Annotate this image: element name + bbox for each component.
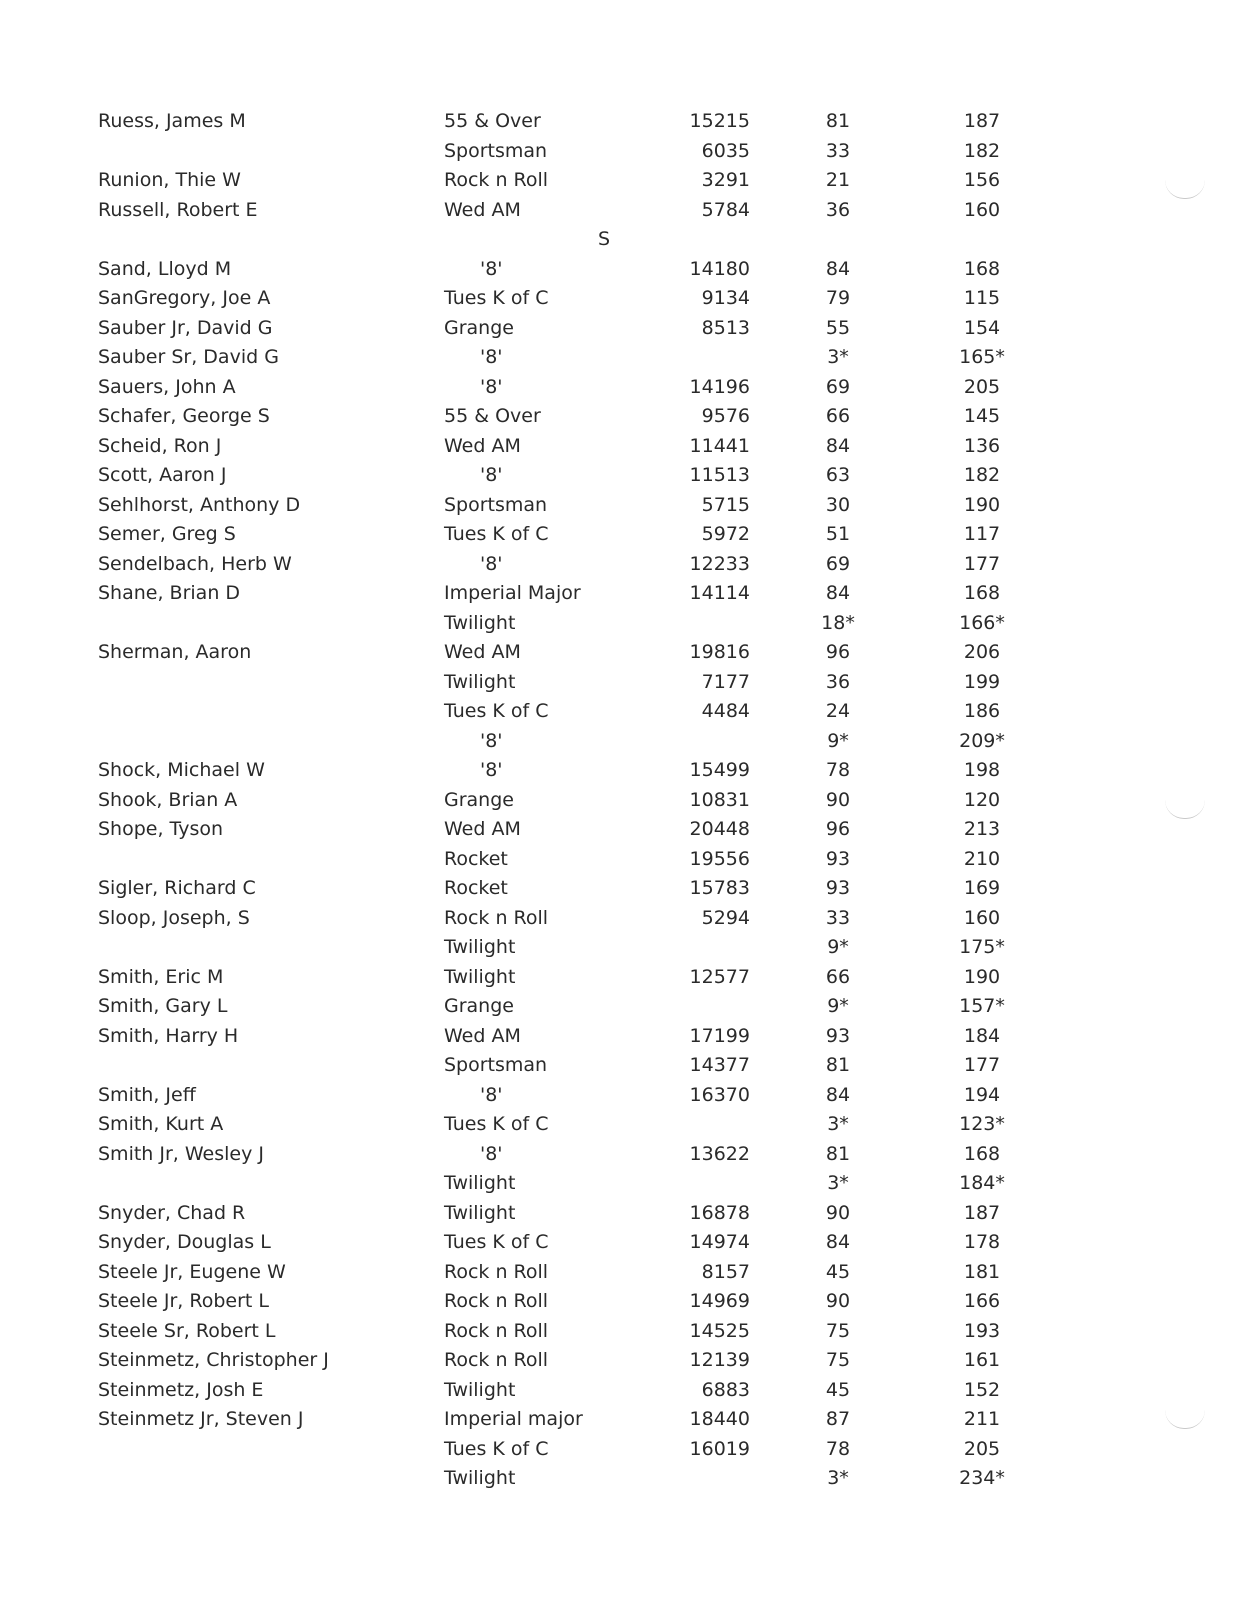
league-name: '8'	[480, 257, 503, 280]
average: 160	[963, 198, 1001, 221]
total-pins: 11513	[689, 464, 750, 486]
total-pins: 14196	[689, 375, 750, 398]
total-pins: 5972	[701, 523, 750, 545]
total-pins: 5784	[701, 198, 750, 221]
table-row	[0, 314, 1245, 344]
games-count: 36	[825, 198, 851, 221]
games-count: 3*	[827, 1172, 849, 1194]
bowler-name: Smith, Eric M	[98, 965, 224, 988]
league-name: Wed AM	[444, 198, 521, 221]
total-pins: 15215	[689, 110, 750, 132]
average: 175*	[959, 936, 1005, 958]
games-count: 93	[825, 1024, 851, 1047]
average: 145	[963, 405, 1001, 427]
games-count: 18*	[821, 611, 855, 634]
league-name: Wed AM	[444, 641, 521, 663]
games-count: 90	[825, 1290, 851, 1312]
bowler-name: Steele Jr, Eugene W	[98, 1260, 286, 1283]
bowler-name: Steinmetz, Josh E	[98, 1378, 264, 1401]
table-row	[0, 786, 1245, 816]
total-pins: 14525	[689, 1319, 750, 1342]
games-count: 81	[825, 110, 851, 132]
table-row	[0, 491, 1245, 521]
average: 165*	[959, 346, 1005, 368]
total-pins: 12233	[689, 552, 750, 575]
table-row	[0, 137, 1245, 167]
bowler-name: Sehlhorst, Anthony D	[98, 493, 301, 516]
average: 186	[963, 700, 1001, 722]
league-name: Imperial major	[444, 1408, 583, 1430]
games-count: 55	[825, 316, 851, 339]
average: 182	[963, 139, 1001, 162]
total-pins: 16370	[689, 1083, 750, 1106]
total-pins: 7177	[701, 670, 750, 693]
total-pins: 14114	[689, 582, 750, 604]
games-count: 78	[825, 1437, 851, 1460]
average: 182	[963, 464, 1001, 486]
league-name: '8'	[480, 464, 503, 486]
table-row	[0, 933, 1245, 963]
total-pins: 10831	[689, 788, 750, 811]
league-name: 55 & Over	[444, 405, 541, 427]
bowler-name: Sauers, John A	[98, 375, 236, 398]
table-row	[0, 432, 1245, 462]
league-name: Rock n Roll	[444, 1290, 549, 1312]
games-count: 45	[825, 1260, 851, 1283]
average: 194	[963, 1083, 1001, 1106]
average: 152	[963, 1378, 1001, 1401]
table-row	[0, 904, 1245, 934]
total-pins: 15783	[689, 877, 750, 899]
league-name: '8'	[480, 759, 503, 781]
league-name: Wed AM	[444, 1024, 521, 1047]
league-name: Rocket	[444, 877, 508, 899]
games-count: 69	[825, 375, 851, 398]
total-pins: 20448	[689, 818, 750, 840]
total-pins: 16878	[689, 1201, 750, 1224]
total-pins: 14974	[689, 1231, 750, 1253]
total-pins: 5294	[701, 906, 750, 929]
games-count: 3*	[827, 346, 849, 368]
average: 184	[963, 1024, 1001, 1047]
league-name: Rock n Roll	[444, 169, 549, 191]
average: 156	[963, 169, 1001, 191]
table-row	[0, 1258, 1245, 1288]
bowler-list	[0, 107, 1245, 1494]
games-count: 84	[825, 257, 851, 280]
average: 187	[963, 1201, 1001, 1224]
table-row	[0, 255, 1245, 285]
bowler-name: Shook, Brian A	[98, 788, 238, 811]
league-name: Tues K of C	[444, 700, 549, 722]
games-count: 66	[825, 965, 851, 988]
table-row	[0, 638, 1245, 668]
average: 169	[963, 877, 1001, 899]
table-row	[0, 1435, 1245, 1465]
bowler-name: Steele Jr, Robert L	[98, 1290, 269, 1312]
total-pins: 18440	[689, 1408, 750, 1430]
league-name: Twilight	[444, 611, 516, 634]
average: 177	[963, 552, 1001, 575]
bowler-name: Smith, Harry H	[98, 1024, 239, 1047]
average: 198	[963, 759, 1001, 781]
table-row	[0, 402, 1245, 432]
games-count: 90	[825, 788, 851, 811]
table-row	[0, 520, 1245, 550]
league-name: '8'	[480, 1142, 503, 1165]
bowler-name: Smith Jr, Wesley J	[98, 1142, 264, 1165]
league-name: Tues K of C	[444, 523, 549, 545]
total-pins: 4484	[701, 700, 750, 722]
average: 206	[963, 641, 1001, 663]
games-count: 81	[825, 1142, 851, 1165]
average: 184*	[959, 1172, 1005, 1194]
average: 136	[963, 434, 1001, 457]
league-name: Grange	[444, 788, 514, 811]
average: 177	[963, 1054, 1001, 1076]
games-count: 84	[825, 582, 851, 604]
average: 168	[963, 257, 1001, 280]
bowler-name: Smith, Gary L	[98, 995, 228, 1017]
league-name: 55 & Over	[444, 110, 541, 132]
games-count: 30	[825, 493, 851, 516]
average: 213	[963, 818, 1001, 840]
league-name: Rock n Roll	[444, 1319, 549, 1342]
average: 120	[963, 788, 1001, 811]
games-count: 96	[825, 818, 851, 840]
average: 211	[963, 1408, 1001, 1430]
league-name: '8'	[480, 375, 503, 398]
league-name: Sportsman	[444, 1054, 548, 1076]
bowler-name: Snyder, Chad R	[98, 1201, 246, 1224]
games-count: 33	[825, 906, 851, 929]
bowler-name: Sendelbach, Herb W	[98, 552, 292, 575]
average: 115	[963, 287, 1001, 309]
league-name: Grange	[444, 316, 514, 339]
average: 187	[963, 110, 1001, 132]
table-row	[0, 963, 1245, 993]
games-count: 9*	[827, 995, 849, 1017]
table-row	[0, 1346, 1245, 1376]
games-count: 93	[825, 877, 851, 899]
table-row	[0, 1317, 1245, 1347]
total-pins: 3291	[701, 169, 750, 191]
games-count: 75	[825, 1319, 851, 1342]
bowler-name: Scott, Aaron J	[98, 464, 227, 486]
bowler-name: Smith, Jeff	[98, 1083, 196, 1106]
bowler-name: Snyder, Douglas L	[98, 1231, 271, 1253]
average: 166	[963, 1290, 1001, 1312]
games-count: 84	[825, 1231, 851, 1253]
average: 199	[963, 670, 1001, 693]
league-name: Twilight	[444, 1201, 516, 1224]
section-letter: S	[598, 228, 611, 250]
total-pins: 8513	[701, 316, 750, 339]
average: 190	[963, 965, 1001, 988]
bowler-name: Steinmetz, Christopher J	[98, 1349, 329, 1371]
table-row	[0, 196, 1245, 226]
average: 190	[963, 493, 1001, 516]
table-row	[0, 1287, 1245, 1317]
table-row	[0, 992, 1245, 1022]
bowler-name: SanGregory, Joe A	[98, 287, 271, 309]
table-row	[0, 815, 1245, 845]
bowler-name: Russell, Robert E	[98, 198, 258, 221]
games-count: 81	[825, 1054, 851, 1076]
league-name: '8'	[480, 729, 503, 752]
games-count: 78	[825, 759, 851, 781]
total-pins: 19556	[689, 847, 750, 870]
average: 234*	[959, 1467, 1005, 1489]
bowler-name: Shane, Brian D	[98, 582, 241, 604]
bowler-name: Sauber Sr, David G	[98, 346, 279, 368]
average: 205	[963, 1437, 1001, 1460]
bowler-name: Sand, Lloyd M	[98, 257, 232, 280]
bowler-name: Schafer, George S	[98, 405, 270, 427]
games-count: 75	[825, 1349, 851, 1371]
league-name: Tues K of C	[444, 287, 549, 309]
bowler-name: Sauber Jr, David G	[98, 316, 273, 339]
league-name: Wed AM	[444, 434, 521, 457]
league-name: Rock n Roll	[444, 1260, 549, 1283]
total-pins: 6035	[701, 139, 750, 162]
league-name: Grange	[444, 995, 514, 1017]
league-name: Twilight	[444, 1467, 516, 1489]
bowler-name: Scheid, Ron J	[98, 434, 222, 457]
league-name: Twilight	[444, 670, 516, 693]
games-count: 66	[825, 405, 851, 427]
total-pins: 11441	[689, 434, 750, 457]
total-pins: 15499	[689, 759, 750, 781]
league-name: Tues K of C	[444, 1113, 549, 1135]
average: 181	[963, 1260, 1001, 1283]
bowler-name: Smith, Kurt A	[98, 1113, 224, 1135]
games-count: 79	[825, 287, 851, 309]
bowler-name: Shope, Tyson	[98, 818, 224, 840]
games-count: 93	[825, 847, 851, 870]
bowler-name: Sloop, Joseph, S	[98, 906, 250, 929]
league-name: Imperial Major	[444, 582, 581, 604]
total-pins: 9576	[701, 405, 750, 427]
table-row	[0, 1169, 1245, 1199]
league-name: Rocket	[444, 847, 508, 870]
total-pins: 8157	[701, 1260, 750, 1283]
games-count: 9*	[827, 729, 849, 752]
table-row	[0, 845, 1245, 875]
table-row	[0, 609, 1245, 639]
bowler-name: Shock, Michael W	[98, 759, 265, 781]
table-row	[0, 756, 1245, 786]
average: 166*	[959, 611, 1005, 634]
games-count: 36	[825, 670, 851, 693]
table-row	[0, 1464, 1245, 1494]
league-name: Rock n Roll	[444, 1349, 549, 1371]
league-name: '8'	[480, 346, 503, 368]
total-pins: 14377	[689, 1054, 750, 1076]
table-row	[0, 697, 1245, 727]
average: 178	[963, 1231, 1001, 1253]
table-row	[0, 668, 1245, 698]
table-row	[0, 550, 1245, 580]
table-row	[0, 1022, 1245, 1052]
average: 154	[963, 316, 1001, 339]
bowler-name: Ruess, James M	[98, 110, 246, 132]
league-name: Tues K of C	[444, 1231, 549, 1253]
bowler-name: Runion, Thie W	[98, 169, 241, 191]
games-count: 84	[825, 1083, 851, 1106]
total-pins: 16019	[689, 1437, 750, 1460]
average: 210	[963, 847, 1001, 870]
league-name: Twilight	[444, 1378, 516, 1401]
average: 168	[963, 1142, 1001, 1165]
table-row	[0, 373, 1245, 403]
league-name: Tues K of C	[444, 1437, 549, 1460]
table-row	[0, 284, 1245, 314]
total-pins: 9134	[701, 287, 750, 309]
games-count: 21	[825, 169, 851, 191]
games-count: 87	[825, 1408, 851, 1430]
games-count: 90	[825, 1201, 851, 1224]
average: 117	[963, 523, 1001, 545]
games-count: 84	[825, 434, 851, 457]
bowler-name: Semer, Greg S	[98, 523, 236, 545]
table-row	[0, 1110, 1245, 1140]
league-name: Twilight	[444, 936, 516, 958]
average: 205	[963, 375, 1001, 398]
league-name: '8'	[480, 552, 503, 575]
games-count: 69	[825, 552, 851, 575]
total-pins: 5715	[701, 493, 750, 516]
league-name: Twilight	[444, 1172, 516, 1194]
average: 161	[963, 1349, 1001, 1371]
games-count: 9*	[827, 936, 849, 958]
table-row	[0, 1051, 1245, 1081]
average: 123*	[959, 1113, 1005, 1135]
league-name: Sportsman	[444, 493, 548, 516]
average: 160	[963, 906, 1001, 929]
table-row	[0, 874, 1245, 904]
league-name: '8'	[480, 1083, 503, 1106]
games-count: 3*	[827, 1113, 849, 1135]
table-row	[0, 1376, 1245, 1406]
total-pins: 14180	[689, 257, 750, 280]
table-row	[0, 1405, 1245, 1435]
league-name: Twilight	[444, 965, 516, 988]
league-name: Sportsman	[444, 139, 548, 162]
total-pins: 13622	[689, 1142, 750, 1165]
total-pins: 17199	[689, 1024, 750, 1047]
total-pins: 19816	[689, 641, 750, 663]
average: 168	[963, 582, 1001, 604]
table-row	[0, 1228, 1245, 1258]
bowler-name: Steinmetz Jr, Steven J	[98, 1408, 304, 1430]
table-row	[0, 579, 1245, 609]
table-row	[0, 1199, 1245, 1229]
table-row	[0, 1140, 1245, 1170]
table-row	[0, 107, 1245, 137]
games-count: 63	[825, 464, 851, 486]
total-pins: 12139	[689, 1349, 750, 1371]
league-name: Wed AM	[444, 818, 521, 840]
games-count: 45	[825, 1378, 851, 1401]
section-header-row	[0, 225, 1245, 255]
total-pins: 6883	[701, 1378, 750, 1401]
bowler-name: Sherman, Aaron	[98, 641, 252, 663]
table-row	[0, 727, 1245, 757]
games-count: 3*	[827, 1467, 849, 1489]
total-pins: 12577	[689, 965, 750, 988]
table-row	[0, 343, 1245, 373]
total-pins: 14969	[689, 1290, 750, 1312]
bowler-name: Sigler, Richard C	[98, 877, 256, 899]
table-row	[0, 1081, 1245, 1111]
league-name: Rock n Roll	[444, 906, 549, 929]
games-count: 33	[825, 139, 851, 162]
table-row	[0, 166, 1245, 196]
average: 157*	[959, 995, 1005, 1017]
games-count: 24	[825, 700, 851, 722]
average: 193	[963, 1319, 1001, 1342]
bowler-name: Steele Sr, Robert L	[98, 1319, 276, 1342]
table-row	[0, 461, 1245, 491]
games-count: 96	[825, 641, 851, 663]
average: 209*	[959, 729, 1005, 752]
games-count: 51	[825, 523, 851, 545]
